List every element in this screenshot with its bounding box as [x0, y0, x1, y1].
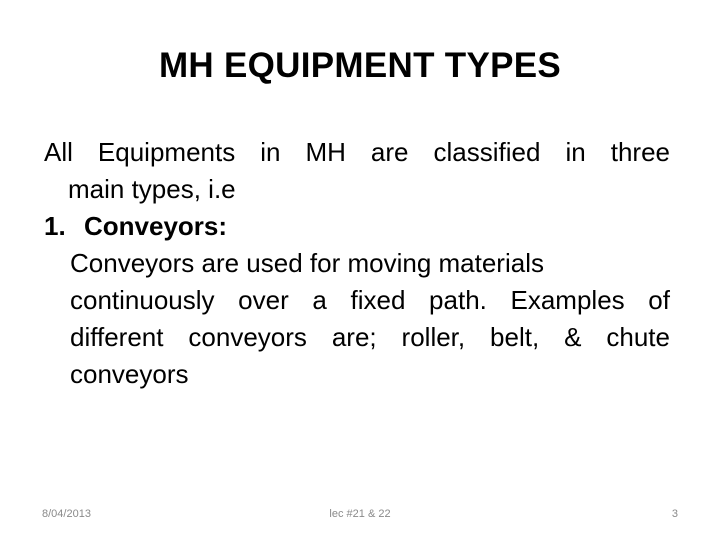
- list-item-heading: [44, 208, 670, 245]
- description-line: Conveyors are used for moving materials: [70, 248, 544, 278]
- description-line: different conveyors are; roller, belt, & chute: [70, 322, 670, 352]
- page-number: 3: [671, 508, 678, 520]
- list-item-title: Conveyors:: [84, 211, 228, 241]
- conveyors-description: [70, 245, 670, 393]
- intro-line-2: main types, i.e: [68, 174, 236, 204]
- intro-line-1: All Equipments in MH are classified in three: [44, 137, 670, 167]
- footer-date: 8/04/2013: [42, 508, 91, 520]
- list-item-number: 1.: [44, 211, 66, 241]
- slide-title: MH EQUIPMENT TYPES: [158, 46, 562, 85]
- description-line: conveyors: [70, 359, 189, 389]
- footer-lecture: lec #21 & 22: [329, 508, 391, 520]
- intro-paragraph: [44, 134, 670, 208]
- description-line: continuously over a fixed path. Examples of: [70, 285, 670, 315]
